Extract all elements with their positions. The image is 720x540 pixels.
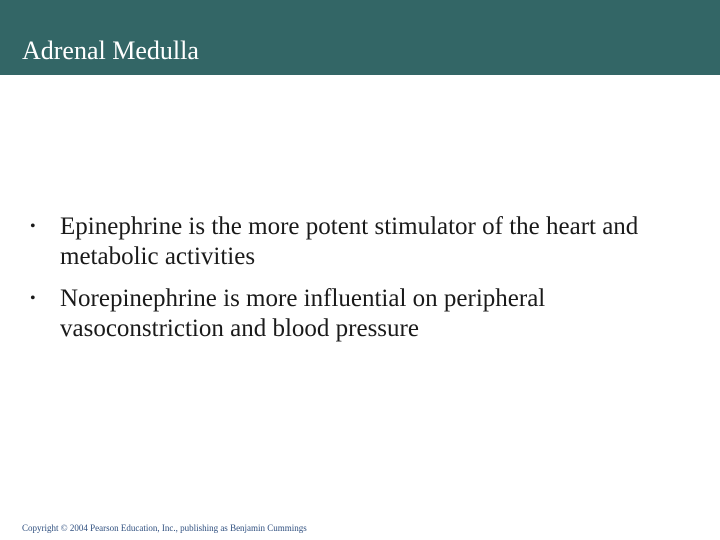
bullet-list <box>30 212 700 356</box>
bullet-icon: • <box>30 290 36 307</box>
bullet-text: Norepinephrine is more influential on peripheral vasoconstriction and blood pressure <box>60 285 546 342</box>
bullet-item <box>30 212 700 272</box>
slide-title: Adrenal Medulla <box>22 36 199 65</box>
bullet-item <box>30 284 700 344</box>
title-bar <box>0 0 720 75</box>
bullet-text: Epinephrine is the more potent stimulator of the heart and metabolic activities <box>60 213 639 270</box>
copyright-footer: Copyright © 2004 Pearson Education, Inc., publishing as Benjamin Cummings <box>22 523 307 533</box>
bullet-icon: • <box>30 218 36 235</box>
